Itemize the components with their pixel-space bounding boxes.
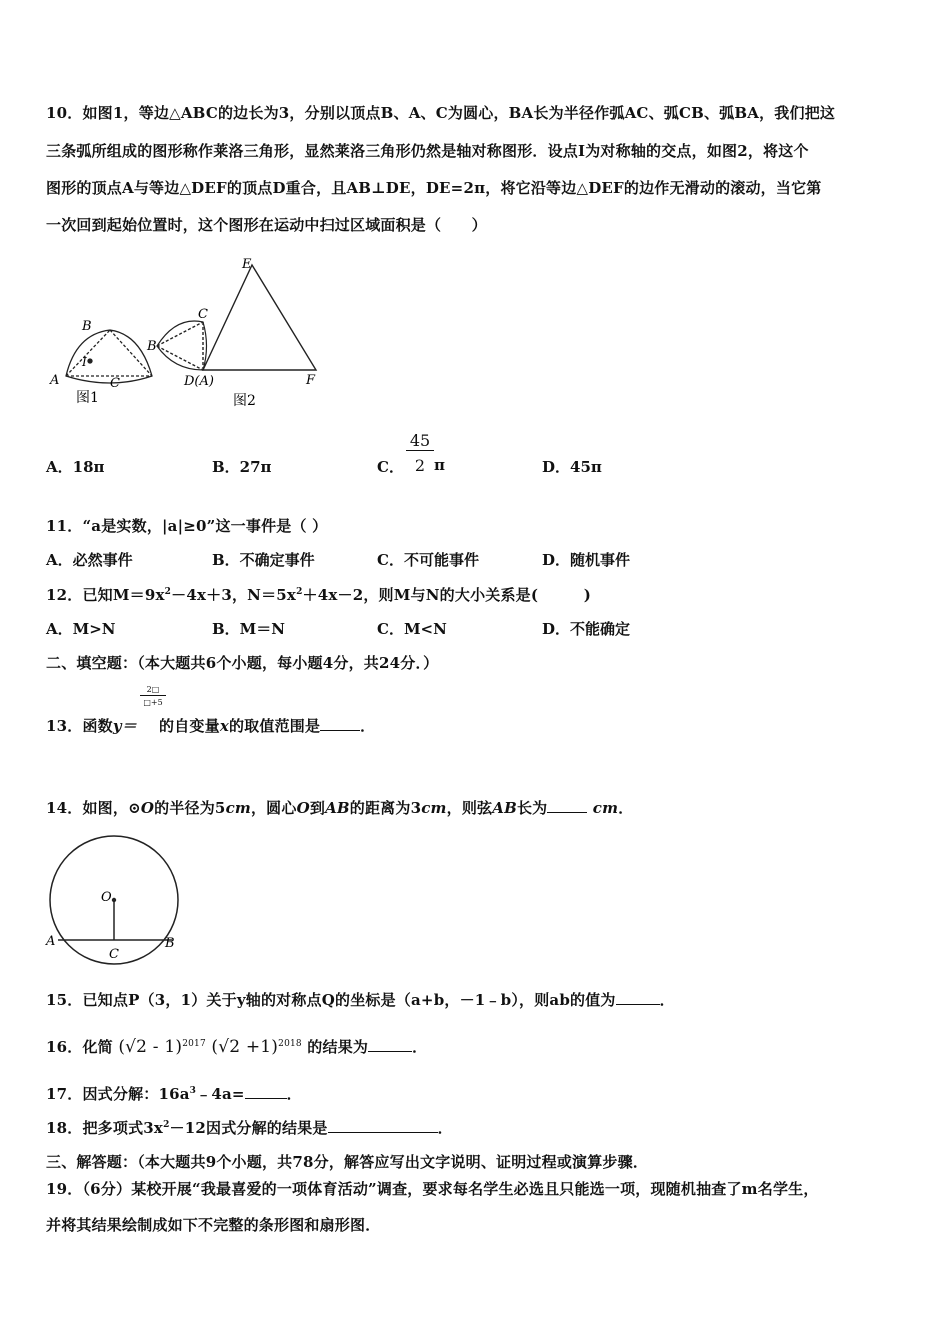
q11-option-a: A．必然事件 [46, 551, 133, 569]
q18-stem [46, 1117, 453, 1138]
q12-option-d: D．不能确定 [542, 620, 631, 638]
q19-line-1: 19．（6分）某校开展“我最喜爱的一项体育活动”调查，要求每名学生必选且只能选一项，现随机抽查了m名学生， [46, 1180, 819, 1198]
q14-text-g: 长为 [516, 799, 548, 817]
q16-exp-1: 2017 [182, 1039, 206, 1049]
q18-rest: －12因式分解的结果是 [169, 1119, 328, 1137]
q12-option-c: C．M<N [377, 620, 447, 638]
q11-option-c: C．不可能事件 [377, 551, 479, 569]
q14-cm-1: cm [225, 799, 251, 817]
q14-ab-2: AB [492, 799, 517, 817]
q10-line-2: 三条弧所组成的图形称作莱洛三角形，显然莱洛三角形仍然是轴对称图形．设点I为对称轴的交点，如图2，将这个 [46, 142, 809, 160]
q14-o-2: O [296, 799, 310, 817]
fig2-label-f: F [306, 373, 316, 388]
q18-sup: 2 [163, 1120, 170, 1130]
q10-line-3: 图形的顶点A与等边△DEF的顶点D重合，且AB⊥DE，DE=2π，将它沿等边△DEF的边作无滑动的滚动，当它第 [46, 179, 822, 197]
q12-sup-1: 2 [164, 587, 172, 597]
q15-end: ． [659, 991, 675, 1009]
circle-label-c: C [109, 947, 119, 962]
section-3-heading: 三、解答题：（本大题共9个小题，共78分，解答应写出文字说明、证明过程或演算步骤． [46, 1153, 649, 1171]
q13-prefix: 13．函数 [46, 717, 113, 735]
q16-prefix: 16．化简 [46, 1038, 113, 1056]
figure-2 [157, 265, 316, 370]
q17-answer-blank[interactable] [245, 1084, 287, 1099]
q13-suffix-b: 的取值范围是 [228, 717, 321, 735]
q15-text: 15．已知点P（3，1）关于y轴的对称点Q的坐标是（a+b，－1﹣b），则ab的值为 [46, 991, 616, 1009]
q18-answer-blank[interactable] [328, 1118, 438, 1133]
q12-stem-a: 12．已知M＝9x [46, 586, 165, 604]
figure-1 [66, 330, 152, 383]
q10-option-c-denominator: 2 [414, 456, 426, 475]
q14-text-e: 的距离为3 [349, 799, 422, 817]
q16-answer-blank[interactable] [368, 1037, 412, 1052]
q17-sup: 3 [189, 1086, 197, 1096]
q14-cm-3: cm [592, 799, 619, 817]
fig1-label-b: B [82, 319, 92, 334]
q13-answer-blank[interactable] [320, 716, 360, 731]
q18-text: 18．把多项式3x [46, 1119, 164, 1137]
q16-suffix: 的结果为 [307, 1038, 369, 1056]
section-2-heading: 二、填空题：（本大题共6个小题，每小题4分，共24分．） [46, 654, 439, 672]
q14-text-a: 14．如图，⊙ [46, 799, 141, 817]
q15-answer-blank[interactable] [616, 990, 660, 1005]
q13-suffix-a: 的自变量 [159, 717, 220, 735]
fig2-label-c: C [198, 307, 208, 322]
q12-sup-2: 2 [296, 587, 303, 597]
q14-ab: AB [325, 799, 350, 817]
q13-variable: x [219, 717, 229, 735]
fig2-label-d: D(A) [184, 374, 214, 389]
q10-line-4: 一次回到起始位置时，这个图形在运动中扫过区域面积是（ ） [46, 216, 487, 234]
q17-rest: ﹣4a= [196, 1085, 245, 1103]
q13-y-equals: y＝ [112, 717, 137, 735]
q14-o: O [140, 799, 155, 817]
q14-end: ． [618, 799, 634, 817]
q13-end: ． [360, 717, 376, 735]
q18-end: ． [437, 1119, 453, 1137]
q13-fraction-numerator: 2□ [140, 685, 166, 696]
q11-option-d: D．随机事件 [542, 551, 631, 569]
q16-base-1: (√2 - 1) [118, 1037, 183, 1057]
q14-answer-blank[interactable] [547, 798, 587, 813]
fig2-label-b: B [147, 339, 157, 354]
q14-text-d: 到 [309, 799, 326, 817]
q17-end: ． [286, 1085, 302, 1103]
q10-option-c-pi: π [434, 456, 445, 474]
q10-option-c-numerator: 45 [406, 432, 434, 451]
q14-text-b: 的半径为5 [154, 799, 226, 817]
q16-base-2: (√2 +1) [211, 1037, 279, 1057]
reuleaux-figure [40, 250, 330, 415]
center-point [112, 898, 116, 902]
fig1-caption: 图1 [76, 390, 99, 406]
q14-stem [46, 797, 633, 818]
q14-text-f: ，则弦 [446, 799, 493, 817]
q10-option-b: B．27π [212, 458, 272, 476]
circle-figure [40, 832, 185, 972]
q16-stem [46, 1036, 427, 1057]
q12-option-b: B．M＝N [212, 620, 285, 638]
q14-text-c: ，圆心 [250, 799, 297, 817]
fig1-label-i: I [82, 355, 87, 369]
q16-end: ． [412, 1038, 428, 1056]
q12-stem-b: －4x＋3，N＝5x [171, 586, 297, 604]
q14-cm-2: cm [421, 799, 447, 817]
q11-option-b: B．不确定事件 [212, 551, 315, 569]
q15-stem [46, 989, 675, 1010]
fig2-label-e: E [242, 257, 252, 272]
fig1-label-a: A [50, 373, 60, 388]
q11-stem: 11．“a是实数，|a|≥0”这一事件是（ ） [46, 517, 328, 535]
q10-option-c-prefix: C． [377, 458, 404, 476]
q12-option-a: A．M>N [46, 620, 116, 638]
q13-fraction-denominator: □+5 [143, 698, 163, 707]
q19-line-2: 并将其结果绘制成如下不完整的条形图和扇形图． [46, 1216, 381, 1234]
q12-stem-c: ＋4x－2，则M与N的大小关系是( ) [302, 586, 592, 604]
q17-text: 17．因式分解：16a [46, 1085, 190, 1103]
q16-exp-2: 2018 [278, 1039, 302, 1049]
q10-line-1: 10．如图1，等边△ABC的边长为3，分别以顶点B、A、C为圆心，BA长为半径作弧AC、弧CB、弧BA，我们把这 [46, 104, 836, 122]
q10-option-a: A．18π [46, 458, 105, 476]
q10-option-d: D．45π [542, 458, 602, 476]
q13-stem [46, 715, 375, 736]
q12-stem [46, 584, 591, 605]
fig2-caption: 图2 [233, 393, 256, 409]
fig1-label-c: C [110, 376, 120, 391]
q17-stem [46, 1083, 302, 1104]
circle-label-a: A [46, 934, 56, 949]
circle-label-b: B [165, 936, 175, 951]
circle-label-o: O [101, 890, 112, 905]
